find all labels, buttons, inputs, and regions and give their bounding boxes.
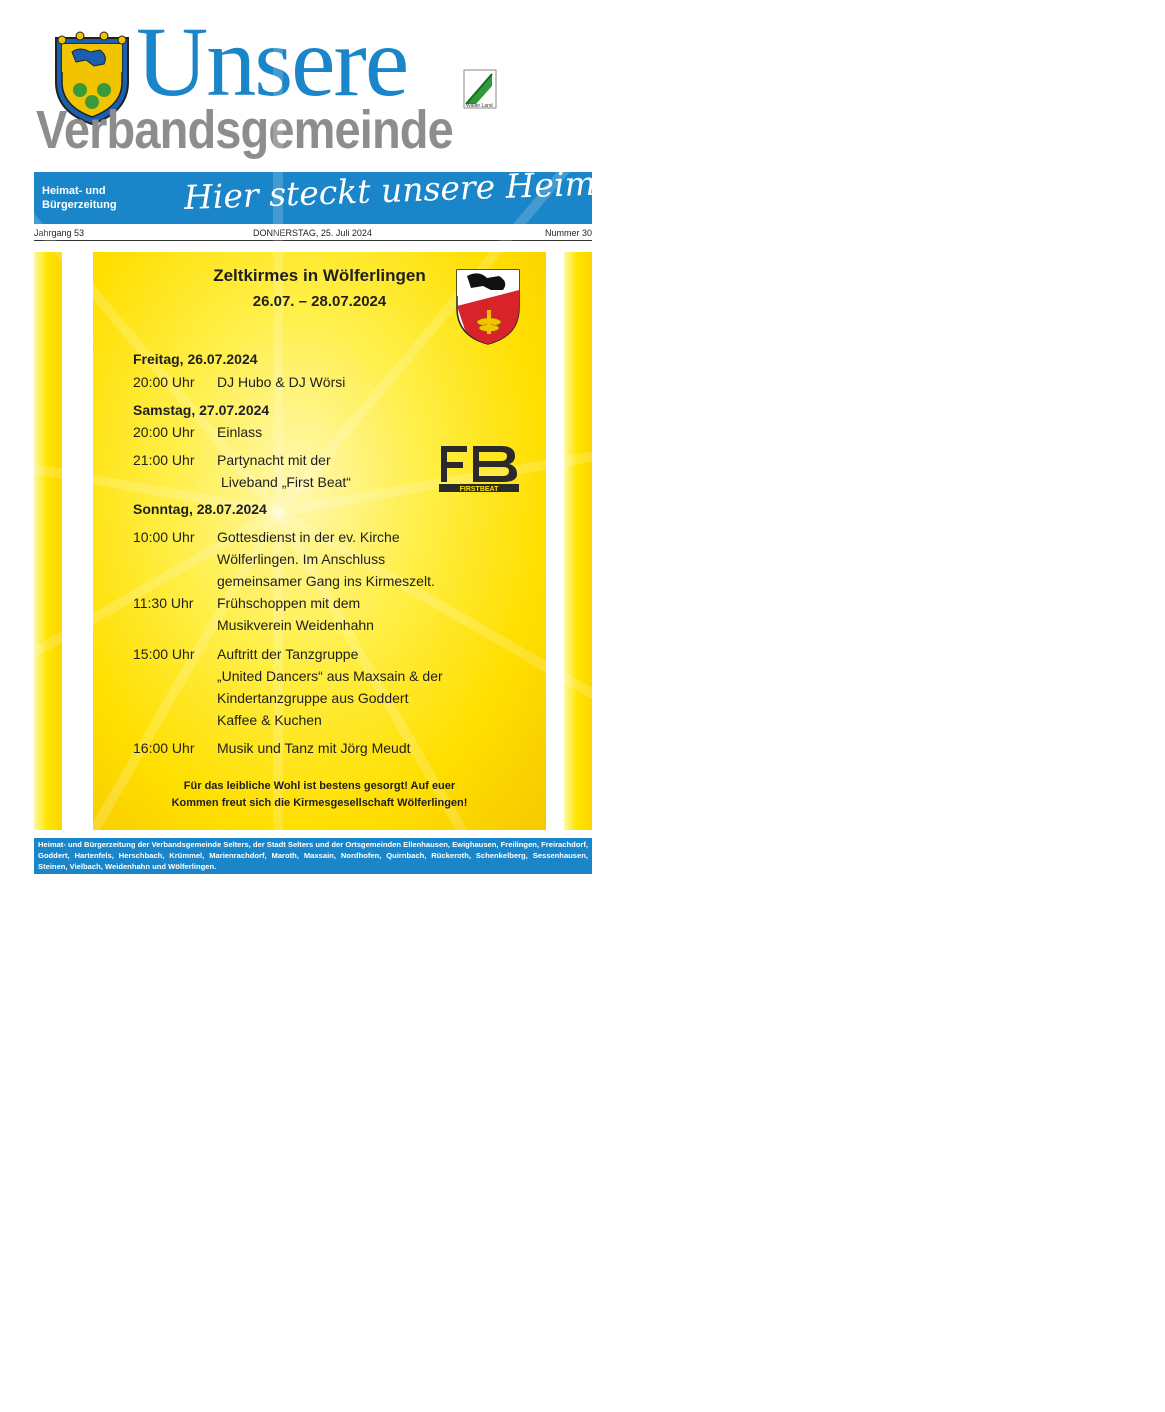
schedule-time: 16:00 Uhr xyxy=(133,740,195,756)
svg-text:Wäller Land: Wäller Land xyxy=(466,103,493,109)
schedule-text: DJ Hubo & DJ Wörsi xyxy=(217,374,346,390)
schedule-time: 10:00 Uhr xyxy=(133,529,195,545)
schedule-text: Auftritt der Tanzgruppe xyxy=(217,646,359,662)
schedule-text: Kindertanzgruppe aus Goddert xyxy=(217,690,409,706)
schedule-text: Einlass xyxy=(217,424,263,440)
event-flyer xyxy=(93,252,546,830)
issue-volume: Jahrgang 53 xyxy=(34,228,85,238)
flyer-dates: 26.07. – 28.07.2024 xyxy=(252,293,387,310)
schedule-time: 20:00 Uhr xyxy=(133,374,195,390)
issue-date: DONNERSTAG, 25. Juli 2024 xyxy=(253,228,372,238)
svg-text:FIRSTBEAT: FIRSTBEAT xyxy=(459,486,499,493)
masthead-blue-bar xyxy=(34,159,722,224)
subtitle-line-2: Bürgerzeitung xyxy=(42,199,117,211)
yellow-stripe-left xyxy=(34,252,62,830)
closing-line-2: Kommen freut sich die Kirmesgesellschaft Wölferlingen! xyxy=(171,797,468,809)
day-heading-friday: Freitag, 26.07.2024 xyxy=(133,351,258,367)
day-heading-saturday: Samstag, 27.07.2024 xyxy=(133,402,270,418)
publication-footer-text: Heimat- und Bürgerzeitung der Verbandsgemeinde Selters, der Stadt Selters und der Ortsgemeinden Ellenhausen, Ewighausen, Freilingen, Freirachdorf, Goddert, Hartenfels, Herschbach, Krümmel, Marienrachdorf, Maroth, Maxsain, Nordhofen, Quirnbach, Rückeroth, Schenkelberg, Sessenhausen, Steinen, Vielbach, Weidenhahn und Wölferlingen. xyxy=(38,840,588,871)
publication-footer-bar xyxy=(34,838,592,874)
schedule-time: 20:00 Uhr xyxy=(133,424,195,440)
schedule-time: 11:30 Uhr xyxy=(133,595,194,611)
yellow-stripe-right xyxy=(564,252,592,830)
masthead-title-unsere: Unsere xyxy=(136,6,408,117)
schedule-time: 15:00 Uhr xyxy=(133,646,195,662)
issue-number: Nummer 30 xyxy=(544,228,592,238)
schedule-text: Gottesdienst in der ev. Kirche xyxy=(217,529,400,545)
woelferlingen-coat-of-arms-icon xyxy=(453,266,523,346)
schedule-text: Kaffee & Kuchen xyxy=(217,712,322,728)
schedule-text: „United Dancers“ aus Maxsain & der xyxy=(217,668,443,684)
schedule-text: Wölferlingen. Im Anschluss xyxy=(217,551,386,567)
schedule-text: Partynacht mit der xyxy=(217,452,331,468)
day-heading-sunday: Sonntag, 28.07.2024 xyxy=(133,501,267,517)
closing-line-1: Für das leibliche Wohl ist bestens gesorgt! Auf euer xyxy=(183,780,456,792)
schedule-text: Musikverein Weidenhahn xyxy=(217,617,374,633)
schedule-text: Frühschoppen mit dem xyxy=(217,595,361,611)
flyer-title: Zeltkirmes in Wölferlingen xyxy=(213,266,426,285)
flyer-closing-note xyxy=(93,778,546,812)
masthead-slogan: Hier steckt unsere Heimat drin! xyxy=(183,159,722,217)
waeller-land-logo-icon xyxy=(462,68,498,110)
masthead-subtitle xyxy=(42,184,117,212)
schedule-time: 21:00 Uhr xyxy=(133,452,195,468)
schedule-text: Musik und Tanz mit Jörg Meudt xyxy=(217,740,411,756)
masthead-title-verbandsgemeinde: Verbandsgemeinde xyxy=(36,100,453,160)
schedule-text: Liveband „First Beat“ xyxy=(221,474,351,490)
subtitle-line-1: Heimat- und xyxy=(42,185,106,197)
schedule-text: gemeinsamer Gang ins Kirmeszelt. xyxy=(217,573,435,589)
